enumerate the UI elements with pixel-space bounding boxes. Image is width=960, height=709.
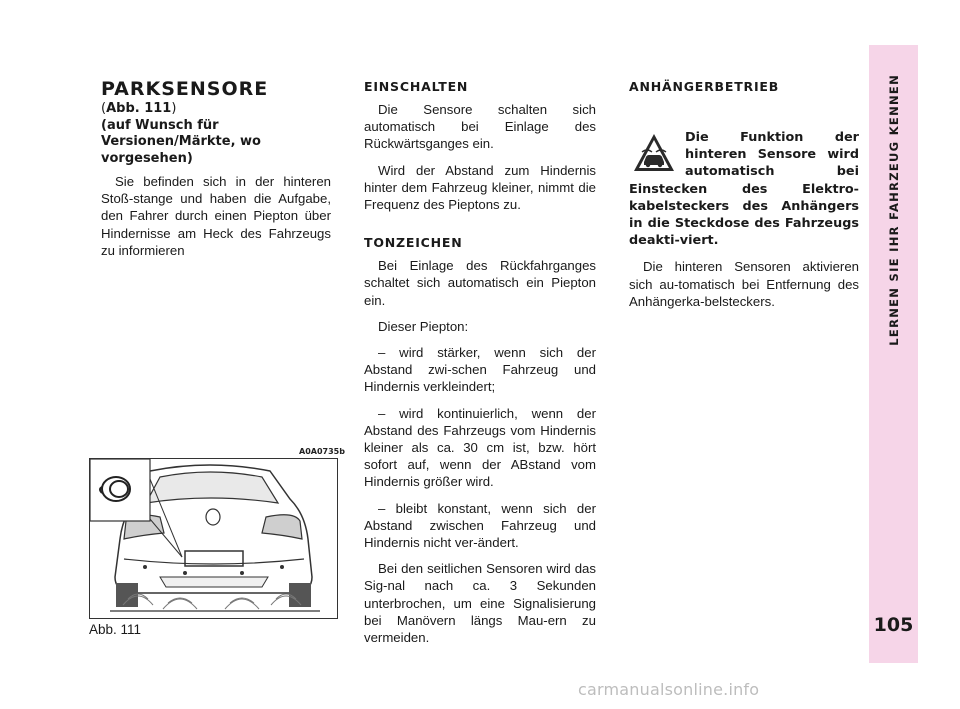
heading-tonzeichen: TONZEICHEN: [364, 235, 463, 251]
chapter-title-text: LERNEN SIE IHR FAHRZEUG KENNEN: [886, 74, 901, 346]
heading-anhaengerbetrieb: ANHÄNGERBETRIEB: [629, 79, 780, 94]
ref-suffix: ): [171, 101, 177, 116]
page-number: 105: [873, 614, 914, 636]
tonzeichen-paragraph: – wird stärker, wenn sich der Abstand zwi-schen Fahrzeug und Hindernis verkleindert;: [364, 345, 596, 395]
section-subtitle: (auf Wunsch für Versionen/Märkte, wo vorgesehen): [101, 117, 261, 166]
column-parksensore: [101, 78, 331, 268]
tonzeichen-paragraph: Dieser Piepton:: [378, 318, 469, 334]
anhaenger-paragraph: Die hinteren Sensoren aktivieren sich au-tomatisch bei Entfernung des Anhängerka-belsteckers.: [629, 259, 859, 309]
ref-prefix: (: [101, 101, 107, 116]
section-intro: Sie befinden sich in der hinteren Stoß-stange und haben die Aufgabe, den Fahrer durch einen Piepton über Hindernisse am Heck des Fahrzeugs zu informieren: [101, 174, 331, 258]
einschalten-paragraph: Wird der Abstand zum Hindernis hinter dem Fahrzeug kleiner, nimmt die Frequenz des Pieptons zu.: [364, 162, 596, 213]
einschalten-paragraph: Die Sensore schalten sich automatisch bei Einlage des Rückwärtsganges ein.: [364, 102, 596, 152]
tonzeichen-paragraph: – wird kontinuierlich, wenn der Abstand des Fahrzeugs vom Hindernis kleiner als ca. 30 cm ist, bzw. hört sofort auf, wenn der ABstand vom Hindernis größer wird.: [364, 405, 596, 490]
warning-block: [629, 129, 859, 249]
chapter-title: [869, 74, 918, 346]
tonzeichen-paragraph: Bei Einlage des Rückfahrganges schaltet sich automatisch ein Piepton ein.: [364, 258, 596, 308]
figure-reference: Abb. 111: [106, 101, 172, 116]
figure-parking-sensors: [89, 458, 338, 619]
figure-caption: Abb. 111: [89, 622, 142, 637]
tonzeichen-paragraph: – bleibt konstant, wenn sich der Abstand zwischen Fahrzeug und Hindernis nicht ver-ändert.: [364, 500, 596, 551]
car-warning-triangle-icon: [631, 131, 677, 177]
section-title: PARKSENSORE: [101, 78, 269, 100]
heading-einschalten: EINSCHALTEN: [364, 79, 469, 94]
column-anhaengerbetrieb: [629, 78, 859, 319]
section-reference: [101, 101, 331, 167]
watermark: carmanualsonline.info: [578, 680, 760, 699]
tonzeichen-paragraph: Bei den seitlichen Sensoren wird das Sig-nal nach ca. 3 Sekunden unterbrochen, um eine Signalisierung bei Manövern längs Mau-ern zu vermeiden.: [364, 561, 596, 646]
warning-text: Die Funktion der hinteren Sensore wird automatisch bei Einstecken des Elektro-kabelsteckers des Anhängers in die Steckdose des Fahrzeugs deakti-viert.: [629, 130, 859, 249]
column-einschalten-tonzeichen: [364, 78, 596, 655]
rear-car-illustration: [90, 459, 337, 618]
figure-code: A0A0735b: [299, 447, 345, 456]
